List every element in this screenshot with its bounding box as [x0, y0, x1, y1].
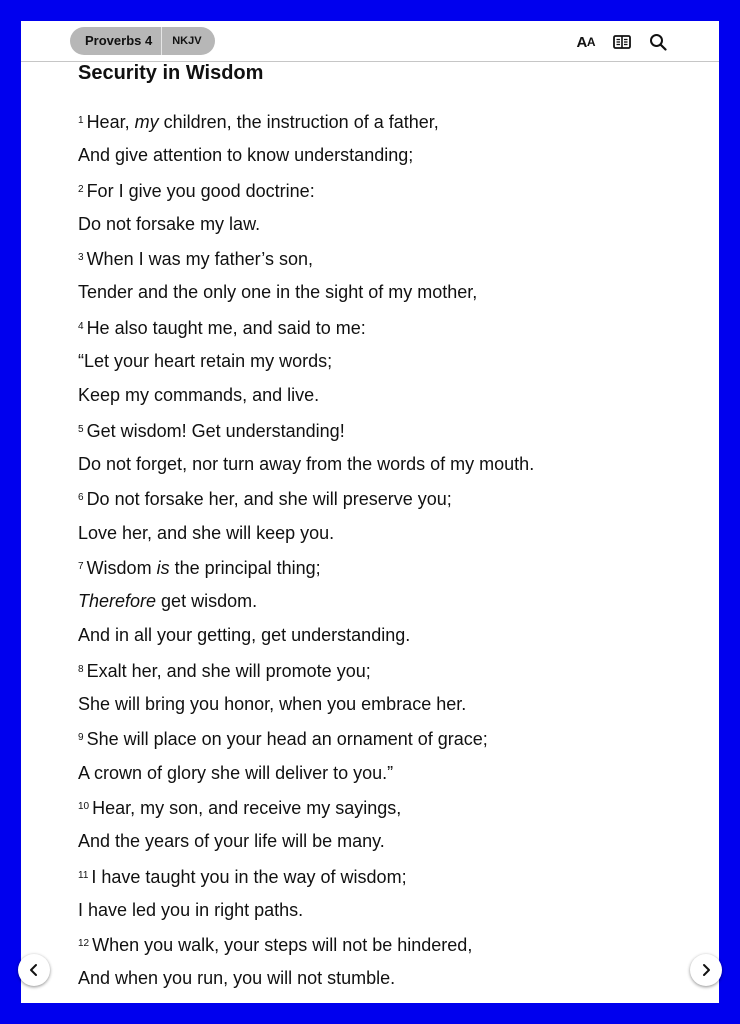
- verse-number: 5: [78, 423, 84, 435]
- verse-number: 8: [78, 663, 84, 675]
- verse-text: children, the instruction of a father,: [158, 112, 439, 132]
- verse-text: She will bring you honor, when you embrace her.: [78, 694, 467, 715]
- chevron-left-icon: [28, 963, 40, 977]
- verse-number: 1: [78, 115, 84, 126]
- verse-number: 7: [78, 560, 84, 572]
- verse-line: [78, 241, 698, 275]
- verse-text: When you walk, your steps will not be hindered,: [92, 935, 473, 956]
- verse-line: [78, 104, 698, 138]
- previous-chapter-button[interactable]: [18, 954, 50, 986]
- verse-text: Get wisdom! Get understanding!: [86, 420, 345, 441]
- next-chapter-button[interactable]: [690, 954, 722, 986]
- verse-text: is: [156, 557, 170, 578]
- verse-line: [78, 618, 698, 652]
- verse-text: Do not forsake my law.: [78, 213, 261, 234]
- verse-number: 2: [78, 183, 84, 195]
- verse-text: She will place on your head an ornament of grace;: [86, 729, 488, 750]
- verse-text: I have led you in right paths.: [78, 899, 304, 920]
- verse-number: 11: [78, 869, 89, 881]
- verse-text: the principal thing;: [169, 557, 321, 578]
- verse-line: [78, 413, 698, 447]
- verse-text: Exalt her, and she will promote you;: [86, 660, 371, 681]
- verse-line: [78, 138, 698, 172]
- verse-line: [78, 790, 698, 824]
- text-size-label-small: A: [586, 35, 595, 49]
- verse-line: [78, 653, 698, 687]
- text-size-label-big: A: [576, 33, 587, 51]
- version-button[interactable]: NKJV: [172, 35, 202, 47]
- verse-line: [78, 721, 698, 755]
- chevron-right-icon: [700, 963, 712, 977]
- passage-selector[interactable]: [70, 27, 215, 55]
- reader-page: [21, 21, 719, 1003]
- verse-number: 12: [78, 938, 90, 950]
- verse-line: [78, 344, 698, 378]
- verse-line: [78, 893, 698, 927]
- verse-line: [78, 756, 698, 790]
- verse-text: Do not forget, nor turn away from the words of my mouth.: [78, 453, 535, 474]
- verse-text: Do not forsake her, and she will preserve you;: [86, 489, 452, 510]
- verse-number: 3: [78, 252, 84, 264]
- verse-text: Wisdom: [86, 557, 157, 578]
- verse-line: [78, 275, 698, 309]
- verse-text: A crown of glory she will deliver to you.”: [78, 762, 394, 783]
- verse-number: 6: [78, 492, 84, 504]
- verse-text: I have taught you in the way of wisdom;: [91, 866, 407, 887]
- verse-line: [78, 310, 698, 344]
- verse-line: [78, 584, 698, 618]
- verse-text: Therefore: [78, 591, 157, 612]
- verse-line: [78, 173, 698, 207]
- verse-number: 4: [78, 320, 84, 332]
- verse-text: Hear,: [86, 112, 135, 132]
- verse-text: Love her, and she will keep you.: [78, 522, 335, 543]
- verse-line: [78, 687, 698, 721]
- verse-line: [78, 859, 698, 893]
- scripture-text: [78, 104, 698, 996]
- verse-text: Keep my commands, and live.: [78, 385, 320, 406]
- verse-line: [78, 447, 698, 481]
- book-open-icon[interactable]: [613, 31, 631, 53]
- verse-text: And give attention to know understanding;: [78, 145, 414, 166]
- verse-line: [78, 207, 698, 241]
- verse-text: And the years of your life will be many.: [78, 831, 385, 852]
- verse-line: [78, 378, 698, 412]
- verse-text: Tender and the only one in the sight of my mother,: [78, 282, 478, 303]
- verse-text: And in all your getting, get understanding.: [78, 625, 411, 646]
- verse-text: For I give you good doctrine:: [86, 180, 315, 201]
- book-chapter-button[interactable]: Proverbs 4: [70, 27, 162, 55]
- section-heading: Security in Wisdom: [78, 62, 264, 84]
- verse-text: He also taught me, and said to me:: [86, 317, 366, 338]
- text-size-icon[interactable]: [576, 31, 595, 53]
- toolbar: [576, 31, 667, 53]
- verse-number: 9: [78, 732, 84, 744]
- verse-line: [78, 516, 698, 550]
- verse-number: 10: [78, 800, 90, 812]
- verse-line: [78, 550, 698, 584]
- verse-line: [78, 961, 698, 995]
- verse-text: Hear, my son, and receive my sayings,: [92, 797, 402, 818]
- verse-text: And when you run, you will not stumble.: [78, 968, 396, 989]
- verse-text: my: [134, 112, 159, 132]
- verse-text: When I was my father’s son,: [86, 249, 313, 270]
- top-bar: [21, 21, 719, 62]
- verse-line: [78, 824, 698, 858]
- verse-line: [78, 481, 698, 515]
- verse-line: [78, 927, 698, 961]
- search-icon[interactable]: [649, 31, 667, 53]
- verse-text: get wisdom.: [156, 591, 258, 612]
- verse-text: “Let your heart retain my words;: [78, 351, 333, 372]
